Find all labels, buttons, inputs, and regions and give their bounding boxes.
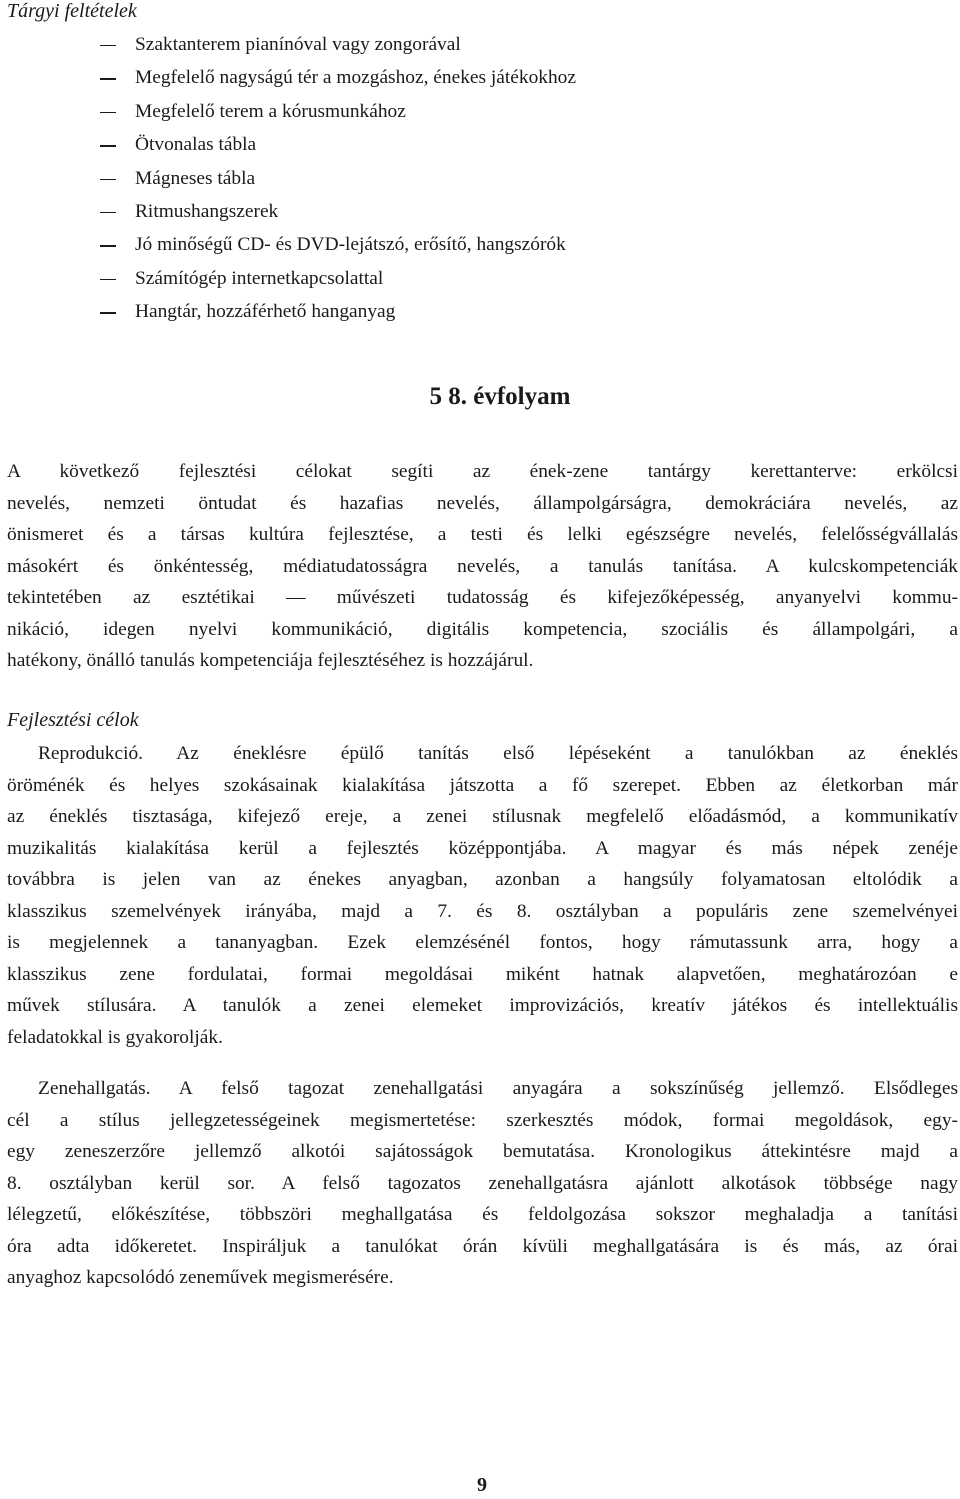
paragraph-line: tekintetében az esztétikai ― művészeti tudatosság és kifejezőképesség, anyanyelvi kommu- — [7, 587, 958, 608]
section-title: Tárgyi feltételek — [7, 0, 137, 22]
list-item-text: Szaktanterem pianínóval vagy zongorával — [135, 34, 461, 55]
dash-bullet-icon — [100, 212, 116, 213]
list-item-text: Ritmushangszerek — [135, 200, 279, 222]
grade-heading: 5 8. évfolyam — [429, 383, 571, 410]
paragraph-line: nevelés, nemzeti öntudat és hazafias nevelés, állampolgárságra, demokráciára nevelés, az — [7, 492, 958, 514]
list-item-text: Megfelelő nagyságú tér a mozgáshoz, énekes játékokhoz — [135, 67, 576, 89]
dash-bullet-icon — [100, 45, 116, 46]
paragraph-line: másokért és önkéntesség, médiatudatosságra nevelés, a tanulás tanítása. A kulcskompetenciák — [7, 555, 958, 577]
paragraph-line: feladatokkal is gyakorolják. — [7, 1026, 223, 1048]
paragraph-line: óra adta időkeretet. Inspiráljuk a tanulókat órán kívüli meghallgatására is és más, az órai — [7, 1235, 958, 1257]
page-number: 9 — [477, 1474, 487, 1496]
dash-bullet-icon — [100, 279, 116, 280]
reproduction-paragraph — [7, 738, 958, 1053]
dash-bullet-icon — [100, 78, 116, 79]
intro-paragraph — [7, 456, 958, 677]
paragraph-line: klasszikus szemelvények irányába, majd a 7. és 8. osztályban a populáris zene szemelvényei — [7, 900, 958, 922]
list-item-text: Megfelelő terem a kórusmunkához — [135, 100, 406, 122]
paragraph-line: 8. osztályban kerül sor. A felső tagozatos zenehallgatásra ajánlott alkotások többsége nagy — [7, 1172, 958, 1194]
paragraph-line: művek stílusára. A tanulók a zenei elemeket improvizációs, kreatív játékos és intellektuális — [7, 995, 958, 1016]
paragraph-line: muzikalitás kialakítása kerül a fejlesztés középpontjába. A magyar és más népek zenéje — [7, 837, 958, 859]
dash-bullet-icon — [100, 312, 116, 313]
paragraph-line: egy zeneszerzőre jellemző alkotói sajátosságok bemutatása. Kronologikus áttekintésre majd a — [7, 1141, 958, 1162]
paragraph-line: önismeret és a társas kultúra fejlesztése, a testi és lelki egészségre nevelés, felelősségvállalás — [7, 524, 958, 545]
paragraph-line: A következő fejlesztési célokat segíti az ének-zene tantárgy kerettanterve: erkölcsi — [7, 461, 958, 482]
paragraph-line: hatékony, önálló tanulás kompetenciája fejlesztéséhez is hozzájárul. — [7, 650, 534, 671]
list-item-text: Ötvonalas tábla — [135, 134, 257, 156]
paragraph-line: is megjelennek a tananyagban. Ezek elemzésénél fontos, hogy rámutassunk arra, hogy a — [7, 932, 958, 953]
paragraph-line: Zenehallgatás. A felső tagozat zenehallgatási anyagára a sokszínűség jellemző. Elsődleges — [38, 1078, 958, 1099]
paragraph-line: cél a stílus jellegzetességeinek megismertetése: szerkesztés módok, formai megoldások, egy- — [7, 1109, 958, 1131]
paragraph-line: lélegzetű, előkészítése, többszöri meghallgatása és feldolgozása sokszor meghaladja a tanítási — [7, 1204, 958, 1225]
dash-bullet-icon — [100, 179, 116, 180]
list-item-text: Jó minőségű CD- és DVD-lejátszó, erősítő, hangszórók — [135, 234, 566, 256]
dash-bullet-icon — [100, 145, 116, 146]
paragraph-line: öröménék és helyes szokásainak kialakítása játszotta a fő szerepet. Ebben az életkorban már — [7, 774, 958, 796]
paragraph-line: az éneklés tisztasága, kifejező ereje, a zenei stílusnak megfelelő előadásmód, a kommunikatív — [7, 806, 958, 827]
list-item-text: Hangtár, hozzáférhető hanganyag — [135, 301, 396, 323]
dash-bullet-icon — [100, 112, 116, 113]
paragraph-line: anyaghoz kapcsolódó zeneművek megismerésére. — [7, 1267, 394, 1288]
paragraph-line: klasszikus zene fordulatai, formai megoldásai miként hatnak alapvetően, meghatározóan e — [7, 963, 958, 985]
list-item-text: Mágneses tábla — [135, 167, 256, 189]
paragraph-line: nikáció, idegen nyelvi kommunikáció, digitális kompetencia, szociális és állampolgári, a — [7, 618, 958, 640]
paragraph-line: Reprodukció. Az éneklésre épülő tanítás első lépéseként a tanulókban az éneklés — [38, 743, 958, 764]
listening-paragraph — [7, 1073, 958, 1294]
list-item-text: Számítógép internetkapcsolattal — [135, 267, 384, 289]
subheading: Fejlesztési célok — [7, 709, 139, 731]
paragraph-line: továbbra is jelen van az énekes anyagban, azonban a hangsúly folyamatosan eltolódik a — [7, 869, 958, 890]
dash-bullet-icon — [100, 245, 116, 246]
